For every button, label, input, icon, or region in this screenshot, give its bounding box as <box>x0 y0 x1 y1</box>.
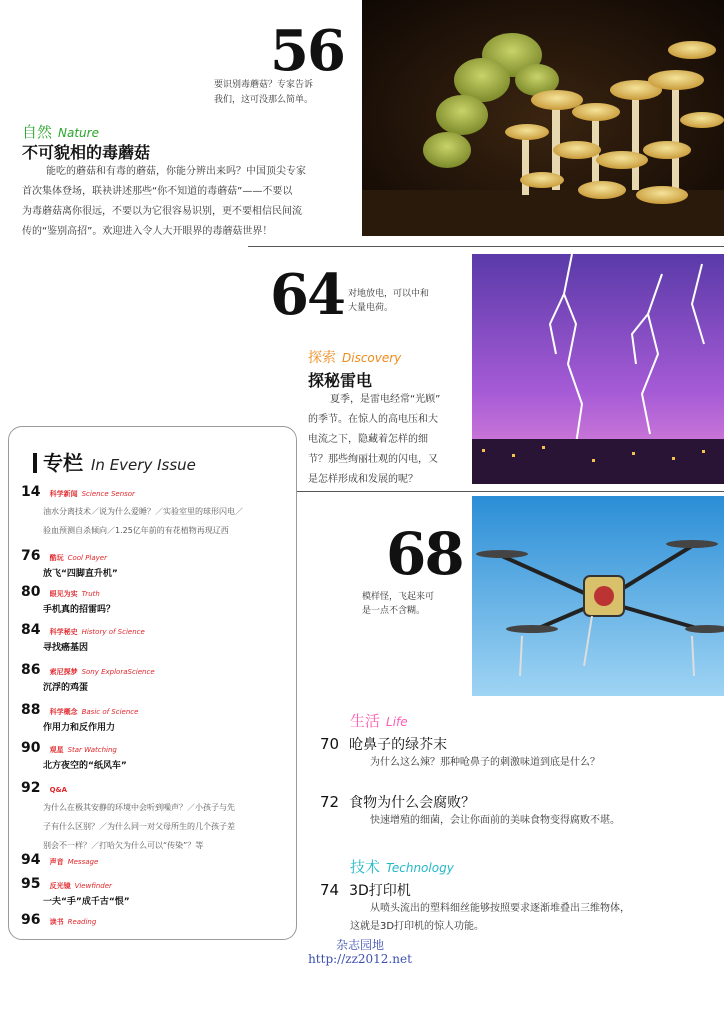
life-category <box>350 710 408 731</box>
entry-tag: 读书 <box>49 918 64 926</box>
mushroom-caption-1: 要识别毒蘑菇？专家告诉 <box>214 80 314 90</box>
entry-tag: Q&A <box>49 786 68 794</box>
entry-page-number: 94 <box>21 852 41 868</box>
entry-desc: 子有什么区别？／为什么同一对父母所生的几个孩子差 <box>43 822 235 831</box>
page-number-64: 64 <box>270 262 344 328</box>
discovery-category <box>308 347 401 367</box>
every-issue-title-zh: 专栏 <box>43 451 83 475</box>
entry-desc: 为什么在极其安静的环境中会听到噪声？／小孩子与先 <box>43 803 235 812</box>
drone-caption-2: 是一点不含糊。 <box>362 606 426 616</box>
entry-title: 放飞“四脚直升机” <box>43 569 118 579</box>
life-item-1-page: 70 <box>320 735 340 753</box>
life-category-zh: 生活 <box>350 712 381 730</box>
list-item[interactable] <box>21 873 291 907</box>
drone-photo <box>472 496 724 696</box>
technology-category-en: Technology <box>386 861 454 875</box>
entry-tag: 科学概念 <box>49 708 78 716</box>
watermark-title: 杂志园地 <box>335 938 384 952</box>
entry-title: 北方夜空的“纸风车” <box>43 761 127 771</box>
discovery-category-en: Discovery <box>342 351 402 365</box>
entry-title: 作用力和反作用力 <box>43 723 116 733</box>
title-bar-icon <box>33 453 37 473</box>
technology-item-text: 3D打印机 <box>349 883 411 899</box>
list-item[interactable] <box>21 777 291 854</box>
life-item-1-desc: 为什么这么辣？那种呛鼻子的刺激味道到底是什么？ <box>370 757 600 768</box>
drone-caption-1: 模样怪，飞起来可 <box>362 592 435 602</box>
life-item-1-text: 呛鼻子的绿芥末 <box>349 737 448 753</box>
discovery-body-1: 夏季，是雷电经常“光顾” <box>330 394 441 405</box>
discovery-body-3: 电流之下，隐藏着怎样的细 <box>308 434 428 445</box>
entry-desc: 油水分离技术／说为什么爱睡？／实验室里的球形闪电／ <box>43 507 243 516</box>
discovery-category-zh: 探索 <box>308 350 336 366</box>
nature-category <box>22 121 99 142</box>
nature-body-3: 为毒蘑菇离你很远，不要以为它很容易识别，更不要相信民间流 <box>22 206 302 217</box>
entry-tag-en: Message <box>67 858 99 866</box>
watermark-url[interactable]: http://zz2012.net <box>308 952 412 966</box>
lightning-caption-2: 大量电荷。 <box>348 303 394 313</box>
entry-title: 手机真的招雷吗？ <box>43 605 116 615</box>
entry-tag-en: Viewfinder <box>74 882 112 890</box>
life-category-en: Life <box>386 715 408 729</box>
entry-tag: 声音 <box>49 858 64 866</box>
every-issue-title <box>33 447 196 476</box>
divider-2 <box>294 491 724 492</box>
list-item[interactable] <box>21 659 291 693</box>
lightning-caption-1: 对地放电，可以中和 <box>348 289 430 299</box>
entry-page-number: 84 <box>21 622 41 638</box>
mushroom-photo <box>362 0 724 236</box>
list-item[interactable] <box>21 699 291 733</box>
list-item[interactable] <box>21 737 291 771</box>
nature-body-4: 传的“鉴别高招”。欢迎进入令人大开眼界的毒蘑菇世界！ <box>22 226 273 237</box>
life-item-2-desc: 快速增殖的细菌，会让你面前的美味食物变得腐败不堪。 <box>370 815 620 826</box>
entry-tag-en: Science Sensor <box>81 490 135 498</box>
technology-item-desc-1: 从喷头流出的塑料细丝能够按照要求逐渐堆叠出三维物体， <box>370 903 630 914</box>
technology-item-desc-2: 这就是3D打印机的惊人功能。 <box>350 921 485 932</box>
entry-tag-en: Sony ExploraScience <box>81 668 155 676</box>
entry-tag-en: Basic of Science <box>81 708 139 716</box>
nature-category-en: Nature <box>58 126 99 140</box>
entry-page-number: 95 <box>21 876 41 892</box>
lightning-photo <box>472 254 724 484</box>
entry-page-number: 76 <box>21 548 41 564</box>
list-item[interactable] <box>21 545 291 579</box>
nature-body-2: 首次集体登场，联袂讲述那些“你不知道的毒蘑菇”——不要以 <box>22 186 293 197</box>
discovery-body-4: 节？那些绚丽壮观的闪电，又 <box>308 454 438 465</box>
life-item-2-page: 72 <box>320 793 340 811</box>
technology-category <box>350 856 454 877</box>
list-item[interactable] <box>21 909 291 928</box>
discovery-body-2: 的季节。在惊人的高电压和大 <box>308 414 438 425</box>
page-number-56: 56 <box>270 18 344 84</box>
life-item-1-title[interactable] <box>320 734 447 754</box>
every-issue-box <box>8 426 297 940</box>
entry-page-number: 96 <box>21 912 41 928</box>
entry-title: 沉浮的鸡蛋 <box>43 683 89 693</box>
entry-tag: 反光镜 <box>49 882 71 890</box>
entry-tag: 眼见为实 <box>49 590 78 598</box>
entry-page-number: 14 <box>21 484 41 500</box>
entry-tag: 科学秘史 <box>49 628 78 636</box>
entry-tag: 观星 <box>49 746 64 754</box>
divider-1 <box>248 246 724 247</box>
discovery-body-5: 是怎样形成和发展的呢？ <box>308 474 418 485</box>
entry-page-number: 86 <box>21 662 41 678</box>
life-item-2-text: 食物为什么会腐败？ <box>349 795 476 811</box>
entry-title: 寻找癌基因 <box>43 643 89 653</box>
mushroom-caption-2: 我们，这可没那么简单。 <box>214 95 314 105</box>
nature-body-1: 能吃的蘑菇和有毒的蘑菇，你能分辨出来吗？中国顶尖专家 <box>46 166 306 177</box>
entry-desc: 别会不一样？／打哈欠为什么可以“传染”？等 <box>43 841 204 850</box>
list-item[interactable] <box>21 849 291 868</box>
entry-title: 一夫“手”成千古“恨” <box>43 897 130 907</box>
entry-tag: 科学新闻 <box>49 490 78 498</box>
technology-item-page: 74 <box>320 881 340 899</box>
entry-tag: 酷玩 <box>49 554 64 562</box>
entry-tag-en: Star Watching <box>67 746 117 754</box>
every-issue-title-en: In Every Issue <box>91 456 196 474</box>
entry-page-number: 92 <box>21 780 41 796</box>
list-item[interactable] <box>21 481 291 539</box>
entry-tag-en: Reading <box>67 918 97 926</box>
discovery-title: 探秘雷电 <box>308 371 373 390</box>
entry-tag: 索尼探梦 <box>49 668 78 676</box>
technology-item-title[interactable] <box>320 880 411 900</box>
list-item[interactable] <box>21 619 291 653</box>
entry-page-number: 90 <box>21 740 41 756</box>
entry-tag-en: Truth <box>81 590 100 598</box>
nature-category-zh: 自然 <box>22 123 53 141</box>
entry-page-number: 88 <box>21 702 41 718</box>
entry-page-number: 80 <box>21 584 41 600</box>
list-item[interactable] <box>21 581 291 615</box>
entry-desc: 验血预测自杀倾向／1.25亿年前的有花植物再现辽西 <box>43 526 229 535</box>
entry-tag-en: Cool Player <box>67 554 107 562</box>
nature-title: 不可貌相的毒蘑菇 <box>22 143 151 162</box>
life-item-2-title[interactable] <box>320 792 475 812</box>
entry-tag-en: History of Science <box>81 628 145 636</box>
page-number-68: 68 <box>386 520 463 588</box>
technology-category-zh: 技术 <box>350 858 381 876</box>
